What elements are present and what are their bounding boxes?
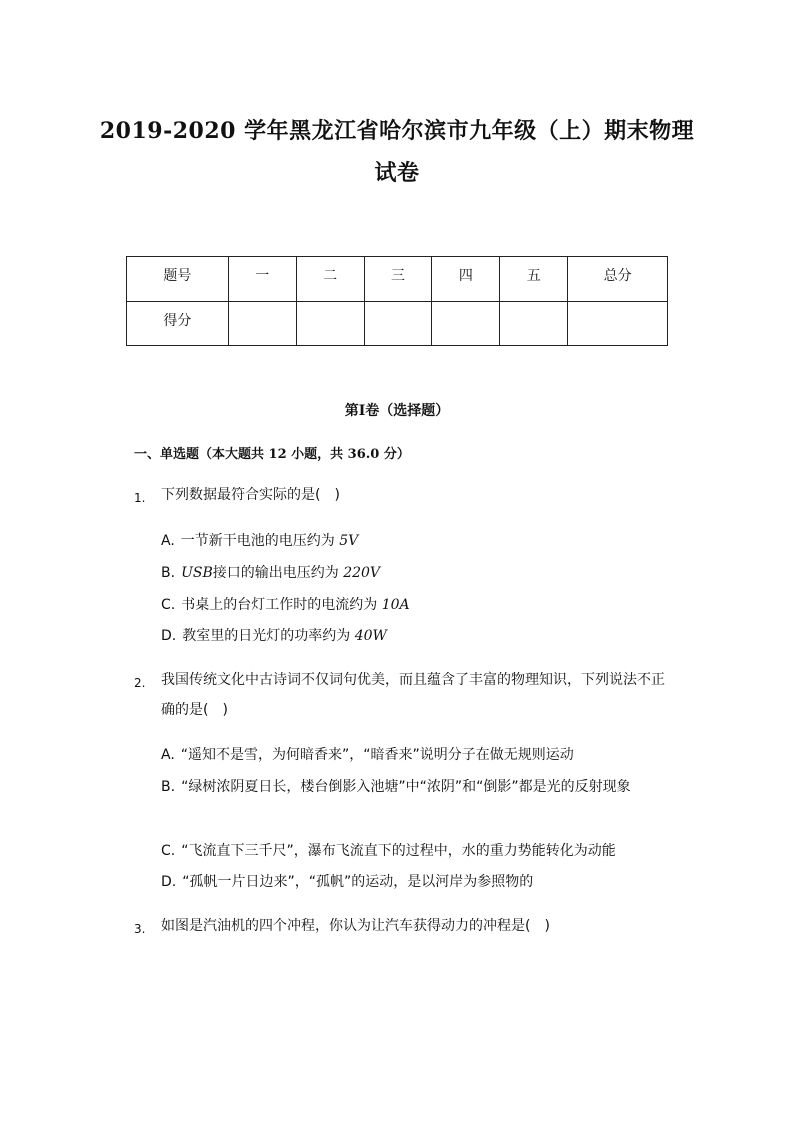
score-table-score-row [127,301,668,346]
part-title: 一、单选题（本大题共 12 小题，共 36.0 分） [134,447,410,462]
option-text: 一节新干电池的电压约为 [180,533,340,549]
option-text: 教室里的日光灯的功率约为 [182,628,355,644]
score-cell-5: 五 [500,257,568,302]
option-letter: D. [161,628,177,644]
score-cell-total: 总分 [568,257,668,302]
question-stem: 下列数据最符合实际的是( ) [161,487,340,503]
option-text: “遥知不是雪，为何暗香来”，“暗香来”说明分子在做无规则运动 [180,747,574,763]
score-blank [296,301,364,346]
option-letter: C. [161,843,176,859]
score-blank [364,301,432,346]
score-row-label: 得分 [127,301,229,346]
option-letter: C. [161,597,176,613]
option-text: 书桌上的台灯工作时的电流约为 [181,597,382,613]
score-table-header-row [127,257,668,302]
score-cell-1: 一 [228,257,296,302]
option-math: 220V [343,565,381,581]
question-stem: 如图是汽油机的四个冲程，你认为让汽车获得动力的冲程是( ) [161,918,550,934]
option-math-prefix: USB [181,565,213,581]
score-blank [432,301,500,346]
score-cell-4: 四 [432,257,500,302]
option-math: 40W [354,628,387,644]
option-c [161,835,666,867]
question-stem: 我国传统文化中古诗词不仅词句优美，而且蕴含了丰富的物理知识，下列说法不正确的是( ) [161,672,665,718]
option-math: 5V [339,533,359,549]
option-c [161,589,666,621]
score-cell-label: 题号 [127,257,229,302]
question-number: 1. [134,491,146,505]
option-b [161,557,666,589]
score-cell-3: 三 [364,257,432,302]
score-cell-2: 二 [296,257,364,302]
exam-title-line2: 试卷 [374,160,420,186]
option-text: “飞流直下三千尺”，瀑布飞流直下的过程中，水的重力势能转化为动能 [181,843,616,859]
option-letter: A. [161,747,175,763]
option-a [161,739,666,771]
score-blank [228,301,296,346]
exam-title-line1: 2019-2020 学年黑龙江省哈尔滨市九年级（上）期末物理 [99,118,695,144]
option-math: 10A [381,597,410,613]
option-letter: A. [161,533,175,549]
score-table [126,256,668,346]
option-d [161,866,666,898]
option-text: “绿树浓阴夏日长，楼台倒影入池塘”中“浓阴”和“倒影”都是光的反射现象 [181,779,631,795]
option-letter: B. [161,565,176,581]
score-blank [500,301,568,346]
option-b [161,771,666,803]
score-blank [568,301,668,346]
option-d [161,620,666,652]
question-number: 2. [134,676,146,690]
option-text: 接口的输出电压约为 [212,565,344,581]
question-number: 3. [134,922,146,936]
option-letter: D. [161,874,177,890]
option-a [161,525,666,557]
option-letter: B. [161,779,176,795]
section-title: 第Ⅰ卷（选择题） [344,403,450,419]
option-text: “孤帆一片日边来”，“孤帆”的运动，是以河岸为参照物的 [182,874,534,890]
